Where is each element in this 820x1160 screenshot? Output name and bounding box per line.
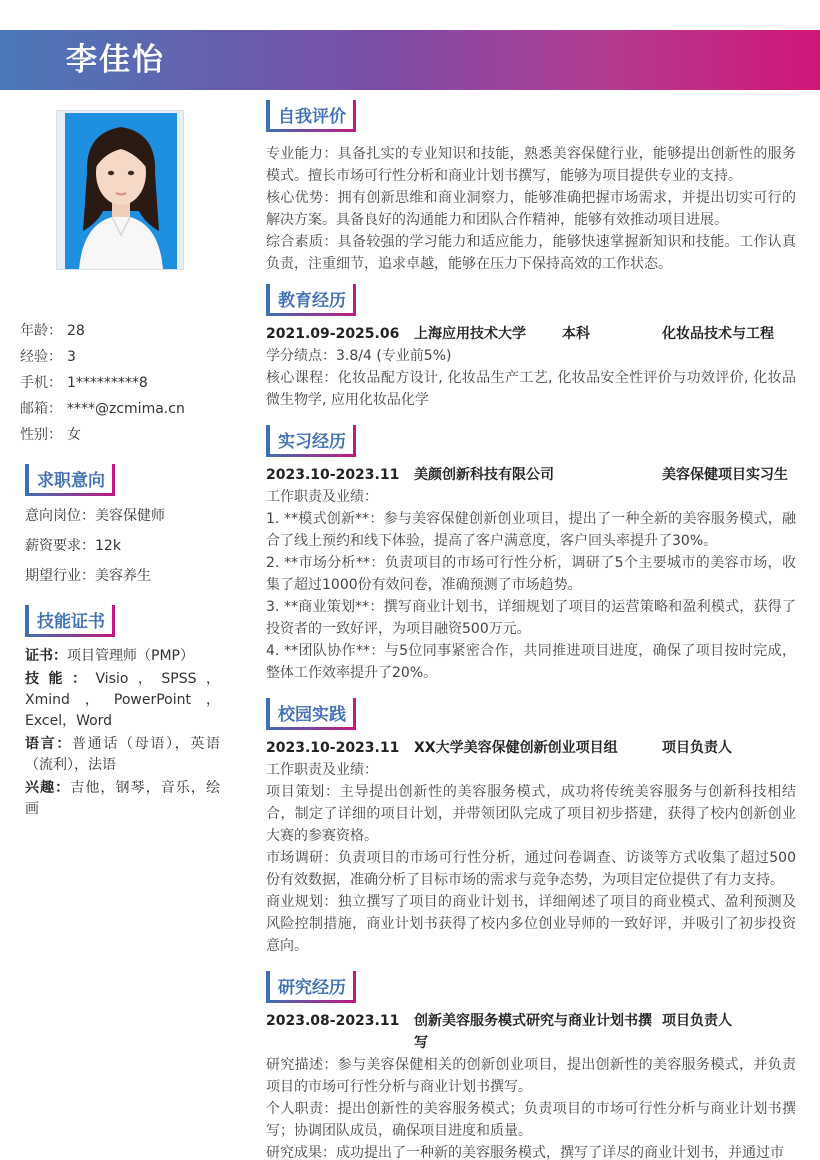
education-section xyxy=(266,284,796,411)
company-name: 美颜创新科技有限公司 xyxy=(414,467,554,483)
skills-section xyxy=(25,605,220,822)
section-title-internship: 实习经历 xyxy=(266,425,352,454)
campus-section xyxy=(266,698,796,957)
info-row-gender: 性别： 女 xyxy=(20,427,81,443)
skill-item: 技能：Visio，SPSS，Xmind，PowerPoint，Excel，Word xyxy=(25,671,221,729)
paragraph: 3. **商业策划**：撰写商业计划书，详细规划了项目的运营策略和盈利模式，获得了投资者的一致好评，为项目融资500万元。 xyxy=(266,599,796,637)
paragraph: 4. **团队协作**：与5位同事紧密合作，共同推进项目进度，确保了项目按时完成，整体工作效率提升了20%。 xyxy=(266,643,796,681)
section-title-research: 研究经历 xyxy=(266,971,352,1000)
section-title-campus: 校园实践 xyxy=(266,698,352,727)
job-role: 美容保健项目实习生 xyxy=(662,467,788,483)
project-name: 创新美容服务模式研究与商业计划书撰写 xyxy=(414,1013,652,1051)
section-title-skills: 技能证书 xyxy=(25,605,111,634)
section-title-intent: 求职意向 xyxy=(25,464,111,493)
info-row-email: 邮箱： ****@zcmima.cn xyxy=(20,401,185,417)
degree: 本科 xyxy=(562,326,590,342)
info-row-phone: 手机： 1*********8 xyxy=(20,375,148,391)
intent-item: 期望行业：美容养生 xyxy=(25,568,151,584)
paragraph: 商业规划：独立撰写了项目的商业计划书，详细阐述了项目的商业模式、盈利预测及风险控制措施，商业计划书获得了校内多位创业导师的一致好评，并吸引了初步投资意向。 xyxy=(266,894,796,954)
skill-item: 兴趣：吉他，钢琴，音乐，绘画 xyxy=(25,780,220,817)
profile-photo xyxy=(56,110,184,270)
paragraph: 工作职责及业绩： xyxy=(266,489,378,505)
section-title-self-eval: 自我评价 xyxy=(266,100,352,129)
research-head xyxy=(266,1010,796,1054)
date-range: 2023.10-2023.11 xyxy=(266,467,400,483)
paragraph: 专业能力：具备扎实的专业知识和技能，熟悉美容保健行业，能够提出创新性的服务模式。擅长市场可行性分析和商业计划书撰写，能够为项目提供专业的支持。 xyxy=(266,146,796,184)
basic-info xyxy=(20,318,220,448)
paragraph: 市场调研：负责项目的市场可行性分析，通过问卷调查、访谈等方式收集了超过500份有效数据，准确分析了目标市场的需求与竞争态势，为项目定位提供了有力支持。 xyxy=(266,850,796,888)
intent-section xyxy=(25,464,220,591)
info-row-age: 年龄： 28 xyxy=(20,323,85,339)
date-range: 2021.09-2025.06 xyxy=(266,326,400,342)
campus-head xyxy=(266,737,796,759)
internship-section xyxy=(266,425,796,684)
school-name: 上海应用技术大学 xyxy=(414,326,526,342)
research-section xyxy=(266,971,796,1160)
candidate-name: 李佳怡 xyxy=(66,42,165,78)
paragraph: 1. **模式创新**：参与美容保健创新创业项目，提出了一种全新的美容服务模式，融合了线上预约和线下体验，提高了客户满意度，客户回头率提升了30%。 xyxy=(266,511,796,549)
paragraph: 核心课程：化妆品配方设计, 化妆品生产工艺, 化妆品安全性评价与功效评价, 化妆品微生物学, 应用化妆品化学 xyxy=(266,370,796,408)
intent-item: 薪资要求：12k xyxy=(25,538,121,554)
paragraph: 项目策划：主导提出创新性的美容服务模式，成功将传统美容服务与创新科技相结合，制定了详细的项目计划，并带领团队完成了项目初步搭建，获得了校内创新创业大赛的参赛资格。 xyxy=(266,784,796,844)
paragraph: 学分绩点：3.8/4 (专业前5%) xyxy=(266,348,452,364)
header-bar xyxy=(0,30,820,90)
skill-item: 语言：普通话（母语），英语（流利），法语 xyxy=(25,736,220,773)
info-row-experience: 经验： 3 xyxy=(20,349,76,365)
intent-item: 意向岗位：美容保健师 xyxy=(25,508,165,524)
paragraph: 2. **市场分析**：负责项目的市场可行性分析，调研了5个主要城市的美容市场，收集了超过1000份有效问卷，准确预测了市场趋势。 xyxy=(266,555,796,593)
paragraph: 核心优势：拥有创新思维和商业洞察力，能够准确把握市场需求，并提出切实可行的解决方案。具备良好的沟通能力和团队合作精神，能够有效推动项目进展。 xyxy=(266,190,796,228)
job-role: 项目负责人 xyxy=(662,740,732,756)
skill-item: 证书：项目管理师（PMP） xyxy=(25,648,194,664)
date-range: 2023.08-2023.11 xyxy=(266,1013,400,1029)
paragraph: 研究成果：成功提出了一种新的美容服务模式，撰写了详尽的商业计划书，并通过市 xyxy=(266,1145,784,1160)
paragraph: 个人职责：提出创新性的美容服务模式；负责项目的市场可行性分析与商业计划书撰写；协调团队成员，确保项目进度和质量。 xyxy=(266,1101,796,1139)
paragraph: 综合素质：具备较强的学习能力和适应能力，能够快速掌握新知识和技能。工作认真负责，注重细节，追求卓越，能够在压力下保持高效的工作状态。 xyxy=(266,234,796,272)
education-head xyxy=(266,323,796,345)
paragraph: 工作职责及业绩： xyxy=(266,762,378,778)
self-eval-section xyxy=(266,100,796,275)
major: 化妆品技术与工程 xyxy=(662,326,774,342)
section-title-education: 教育经历 xyxy=(266,284,352,313)
internship-head xyxy=(266,464,796,486)
organization-name: XX大学美容保健创新创业项目组 xyxy=(414,740,618,756)
job-role: 项目负责人 xyxy=(662,1013,732,1029)
paragraph: 研究描述：参与美容保健相关的创新创业项目，提出创新性的美容服务模式，并负责项目的市场可行性分析与商业计划书撰写。 xyxy=(266,1057,796,1095)
date-range: 2023.10-2023.11 xyxy=(266,740,400,756)
